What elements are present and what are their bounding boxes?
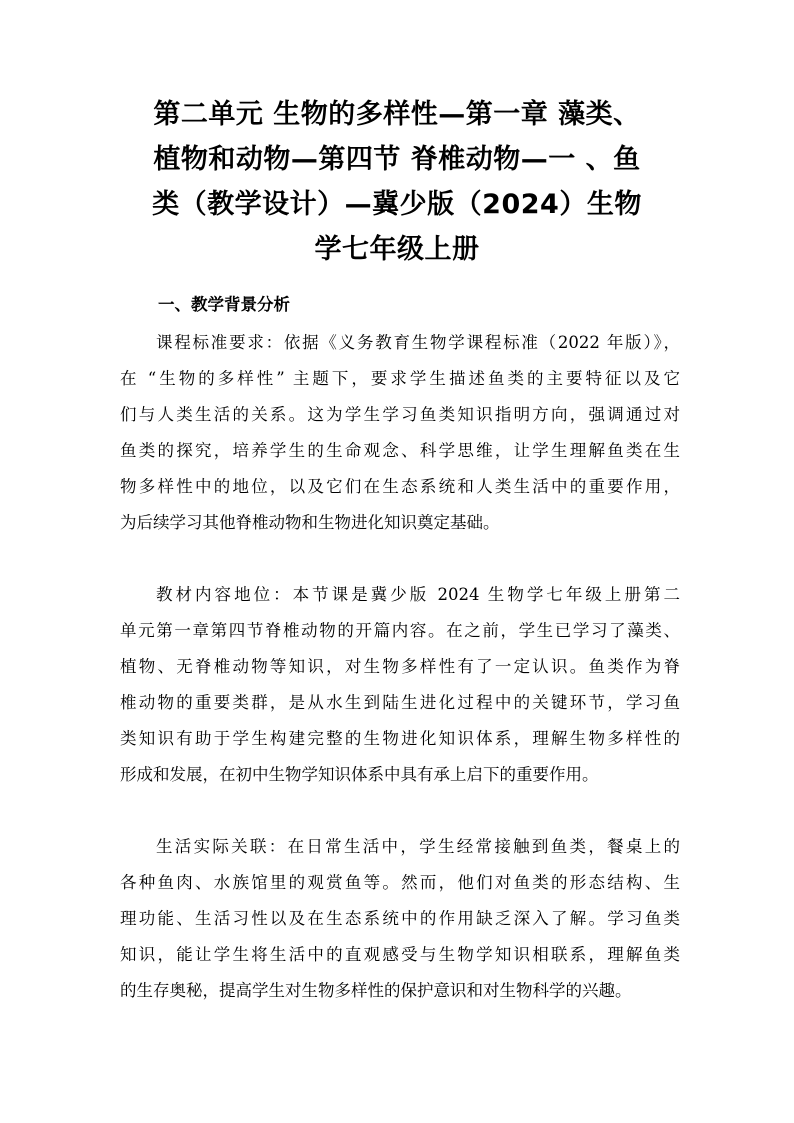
title-line: 类（教学设计）—冀少版（2024）生物: [152, 189, 642, 220]
paragraph-line: 理功能、生活习性以及在生态系统中的作用缺乏深入了解。学习鱼类: [120, 909, 680, 928]
paragraph-line: 椎动物的重要类群，是从水生到陆生进化过程中的关键环节，学习鱼: [120, 693, 680, 712]
document-title: [100, 92, 694, 272]
paragraph-line: 为后续学习其他脊椎动物和生物进化知识奠定基础。: [120, 513, 500, 532]
paragraph-line: 形成和发展，在初中生物学知识体系中具有承上启下的重要作用。: [120, 765, 599, 784]
paragraph-line: 鱼类的探究，培养学生的生命观念、科学思维，让学生理解鱼类在生: [120, 441, 680, 460]
paragraph-life-connection: [120, 829, 680, 1009]
paragraph-textbook-position: [120, 577, 680, 793]
title-line: 学七年级上册: [314, 234, 480, 265]
paragraph-line: 类知识有助于学生构建完整的生物进化知识体系，理解生物多样性的: [120, 729, 680, 748]
paragraph-line: 们与人类生活的关系。这为学生学习鱼类知识指明方向，强调通过对: [120, 405, 680, 424]
paragraph-line: 物多样性中的地位，以及它们在生态系统和人类生活中的重要作用，: [120, 477, 680, 496]
paragraph-line: 知识，能让学生将生活中的直观感受与生物学知识相联系，理解鱼类: [120, 945, 680, 964]
title-line: 第二单元 生物的多样性—第一章 藻类、: [153, 99, 641, 130]
paragraph-line: 教材内容地位：本节课是冀少版 2024 生物学七年级上册第二: [156, 585, 680, 604]
title-line: 植物和动物—第四节 脊椎动物—一 、鱼: [153, 144, 641, 175]
paragraph-line: 各种鱼肉、水族馆里的观赏鱼等。然而，他们对鱼类的形态结构、生: [120, 873, 680, 892]
paragraph-line: 在 “生物的多样性” 主题下，要求学生描述鱼类的主要特征以及它: [120, 369, 680, 388]
paragraph-line: 生活实际关联：在日常生活中，学生经常接触到鱼类，餐桌上的: [156, 837, 680, 856]
paragraph-line: 的生存奥秘，提高学生对生物多样性的保护意识和对生物科学的兴趣。: [120, 981, 632, 1000]
section-heading: 一、教学背景分析: [158, 295, 290, 314]
paragraph-line: 植物、无脊椎动物等知识，对生物多样性有了一定认识。鱼类作为脊: [120, 657, 680, 676]
paragraph-curriculum-standard: [120, 325, 680, 541]
paragraph-line: 课程标准要求：依据《义务教育生物学课程标准（2022 年版）》，: [156, 333, 680, 352]
paragraph-line: 单元第一章第四节脊椎动物的开篇内容。在之前，学生已学习了藻类、: [120, 621, 680, 640]
